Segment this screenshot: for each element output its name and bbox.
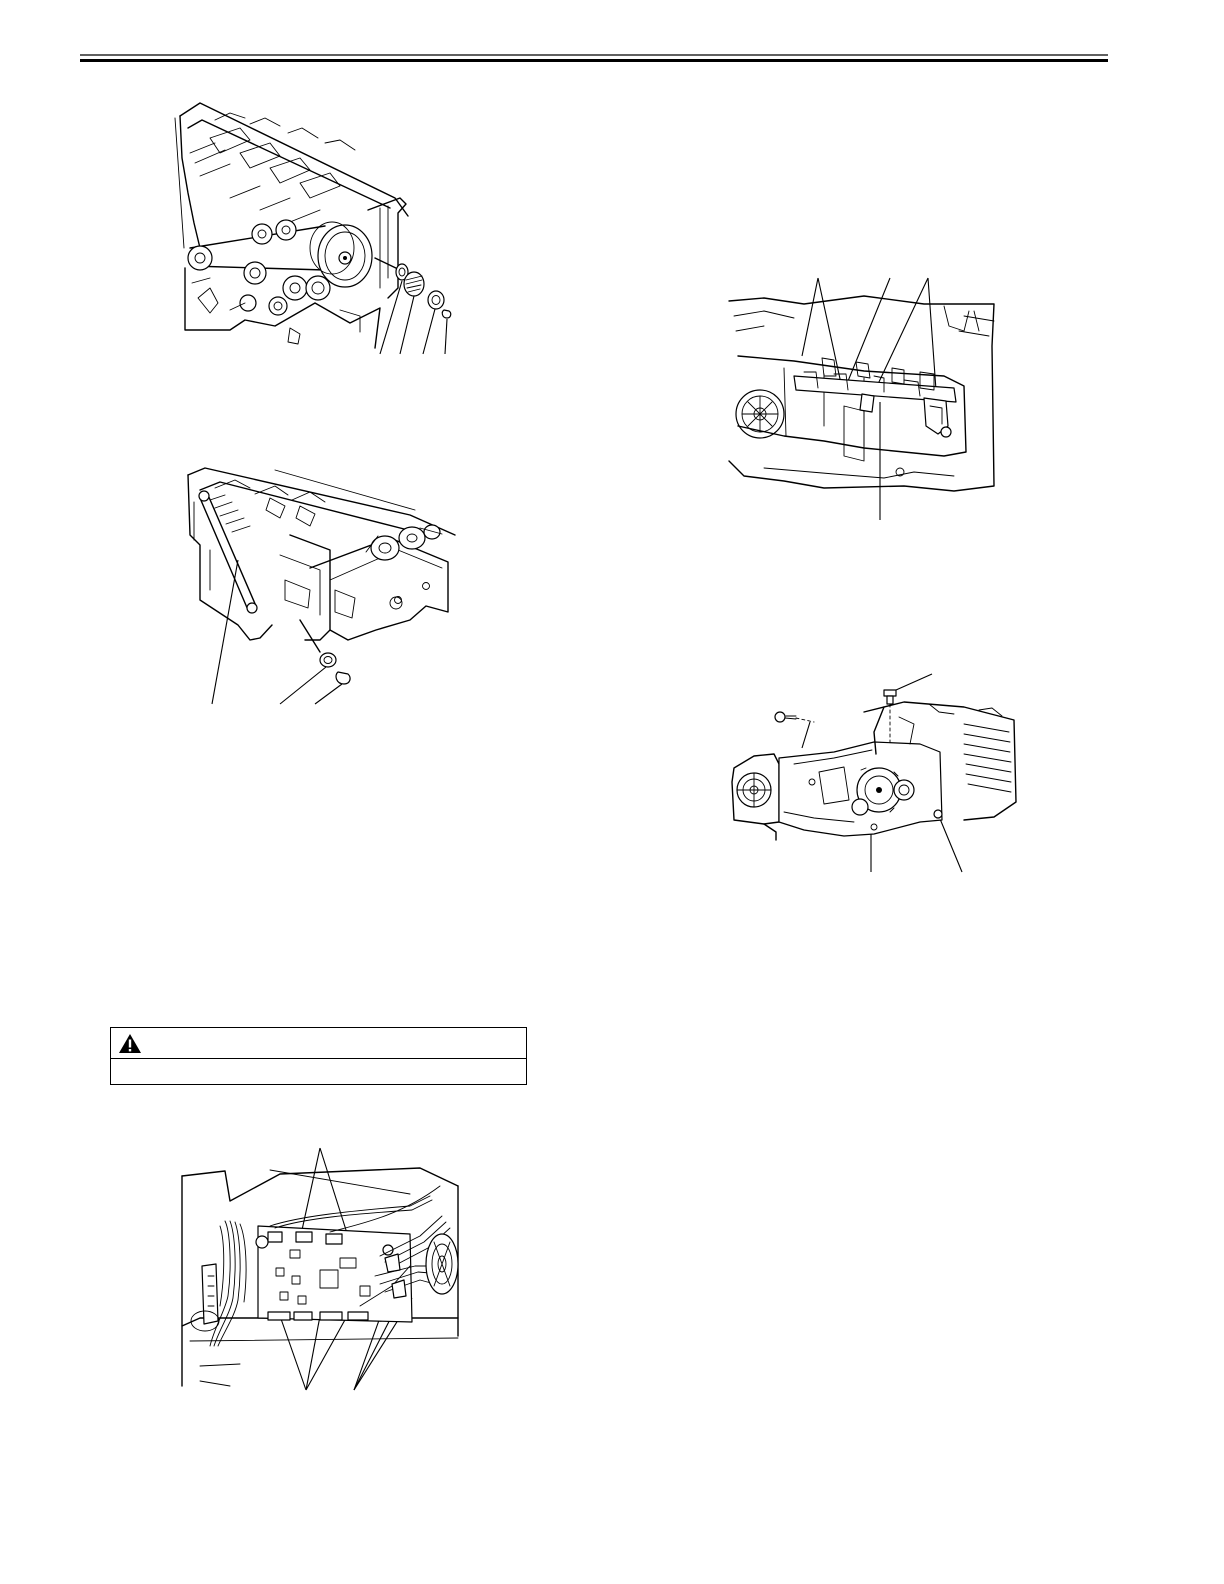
- caution-box: [110, 1027, 527, 1085]
- warning-triangle-icon: [118, 1033, 142, 1054]
- header-rule: [80, 52, 1110, 64]
- figure-circuit-board: [180, 1146, 460, 1392]
- caution-header: [111, 1028, 526, 1059]
- figure-fixing-drive-gears: [170, 98, 470, 356]
- figure-harness-guide: [724, 276, 1004, 522]
- figure-side-plate: [724, 672, 1024, 874]
- figure-fixing-roller: [180, 440, 470, 708]
